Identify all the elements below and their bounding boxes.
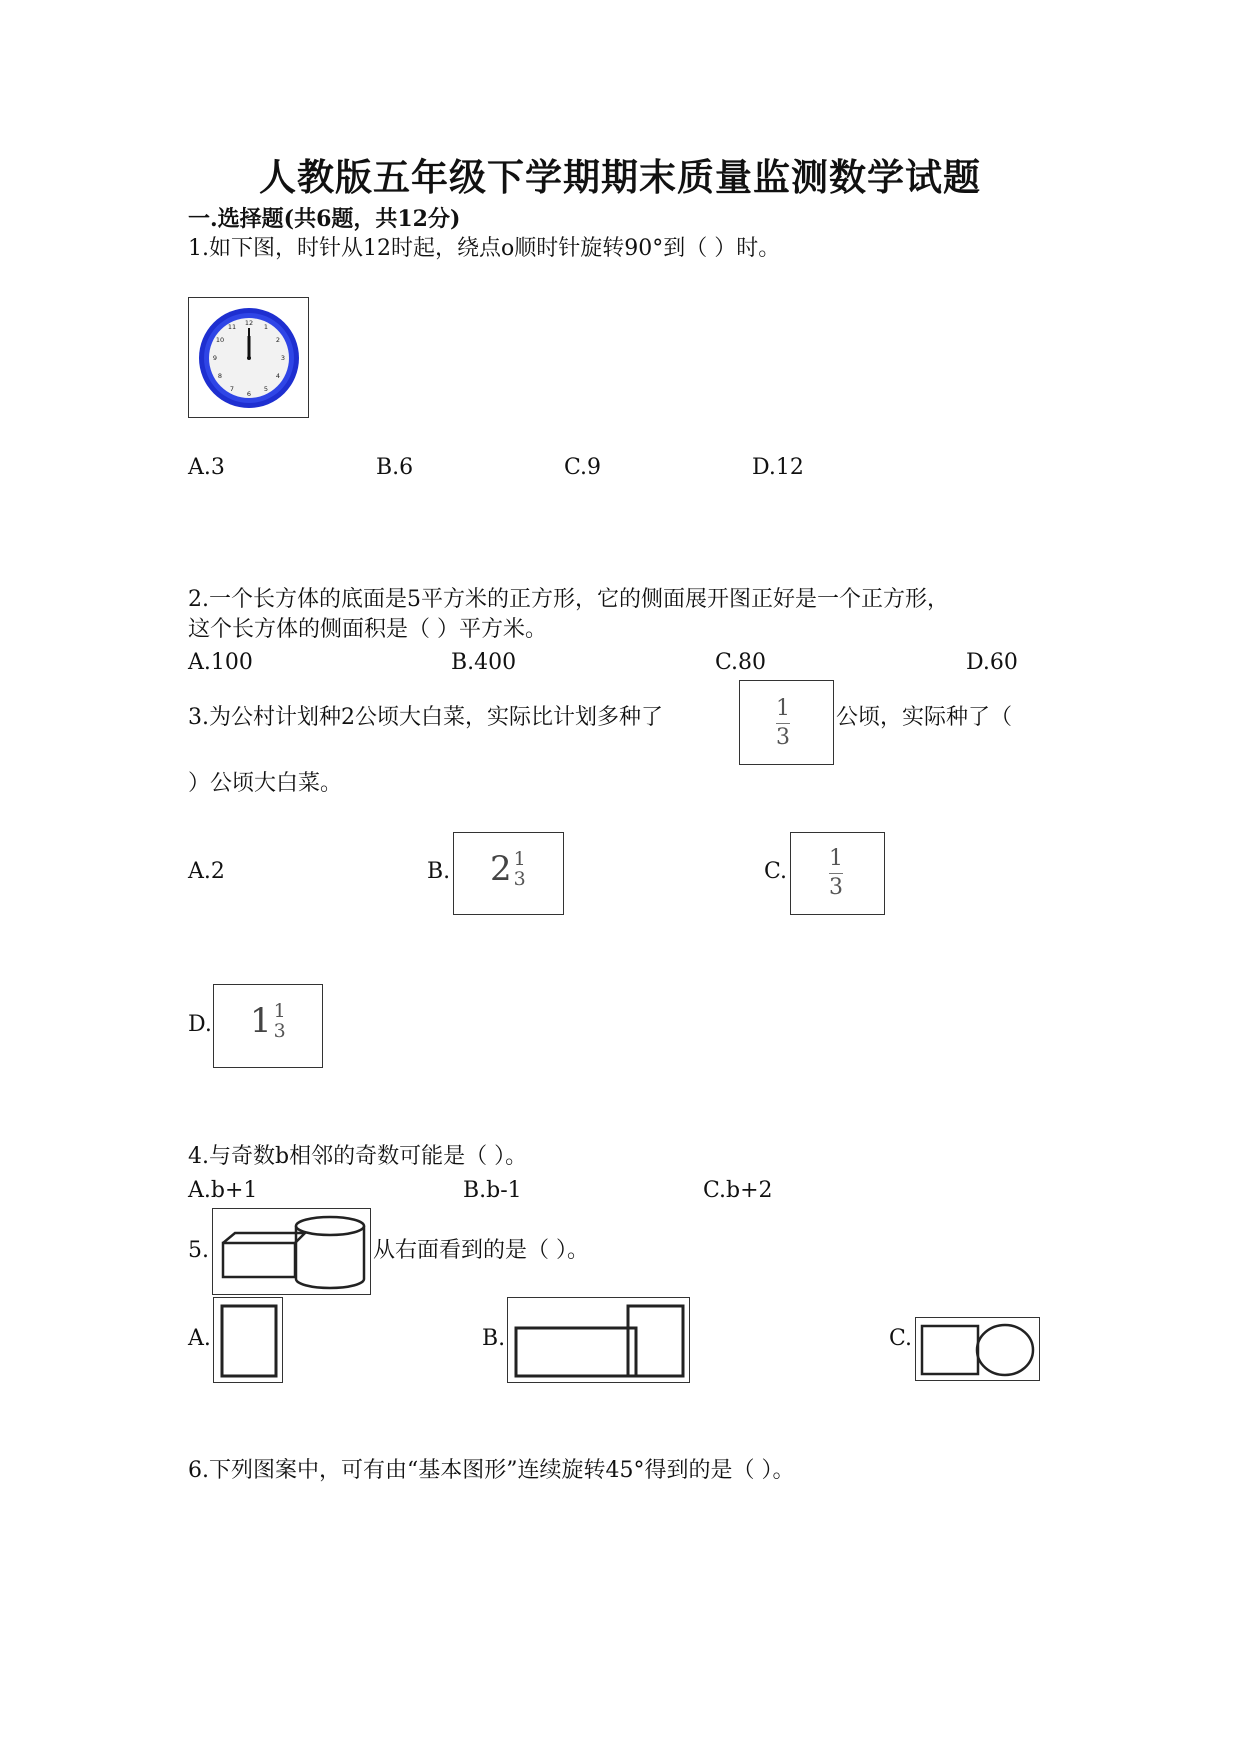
fraction-numerator: 1 — [273, 1000, 286, 1022]
q3-option-c-box[interactable] — [790, 832, 885, 915]
q4-option-b[interactable]: B.b-1 — [463, 1178, 522, 1203]
q2-option-c[interactable]: C.80 — [715, 650, 767, 675]
q1-option-d[interactable]: D.12 — [752, 455, 804, 480]
q2-option-d[interactable]: D.60 — [966, 650, 1018, 675]
q3-option-b-value — [490, 849, 526, 889]
q3-option-b[interactable]: B. — [427, 859, 451, 884]
q3-fraction — [776, 697, 790, 750]
cuboid-cylinder-icon — [213, 1209, 369, 1293]
q5-option-c[interactable]: C. — [889, 1326, 913, 1351]
svg-text:12: 12 — [244, 319, 254, 327]
fraction-numerator: 1 — [776, 696, 790, 721]
mixed-whole: 2 — [490, 849, 512, 889]
section-heading: 一.选择题(共6题，共12分) — [188, 206, 461, 232]
rectangles-side-view-icon — [508, 1298, 688, 1381]
q2-option-a[interactable]: A.100 — [188, 650, 253, 675]
q3-option-d[interactable]: D. — [188, 1012, 212, 1037]
q6-stem: 6.下列图案中，可有由“基本图形”连续旋转45°得到的是（ ）。 — [188, 1458, 795, 1483]
q3-option-d-box[interactable] — [213, 984, 323, 1068]
svg-text:5: 5 — [263, 385, 269, 393]
clock-figure — [188, 297, 309, 418]
q5-solid-figure — [212, 1208, 371, 1295]
q5-option-c-figure[interactable] — [915, 1317, 1040, 1381]
q3-option-a[interactable]: A.2 — [188, 859, 225, 884]
q4-stem: 4.与奇数b相邻的奇数可能是（ ）。 — [188, 1144, 528, 1169]
fraction-denominator: 3 — [829, 875, 843, 900]
q3-stem-part2: 公顷，实际种了（ — [836, 705, 1013, 730]
svg-text:6: 6 — [246, 390, 252, 398]
q5-number: 5. — [188, 1238, 209, 1263]
q2-option-b[interactable]: B.400 — [451, 650, 517, 675]
svg-text:11: 11 — [227, 323, 237, 331]
q1-option-c[interactable]: C.9 — [564, 455, 602, 480]
mixed-fraction — [514, 849, 526, 889]
fraction-denominator: 3 — [273, 1020, 286, 1042]
q5-option-b-figure[interactable] — [507, 1297, 690, 1383]
fraction-numerator: 1 — [829, 846, 843, 871]
q4-option-a[interactable]: A.b+1 — [188, 1178, 258, 1203]
svg-text:4: 4 — [275, 372, 281, 380]
svg-text:8: 8 — [217, 372, 223, 380]
mixed-fraction — [274, 1001, 286, 1041]
svg-text:9: 9 — [212, 354, 218, 362]
q3-option-d-value — [250, 1001, 286, 1041]
q1-stem: 1.如下图，时针从12时起，绕点o顺时针旋转90°到（ ）时。 — [188, 236, 781, 261]
q2-stem-line2: 这个长方体的侧面积是（ ）平方米。 — [188, 617, 547, 642]
tall-rectangle-icon — [214, 1298, 281, 1381]
square-circle-icon — [916, 1318, 1038, 1379]
q3-stem-part1: 3.为公村计划种2公顷大白菜，实际比计划多种了 — [188, 705, 663, 730]
svg-text:1: 1 — [263, 323, 269, 331]
q1-option-a[interactable]: A.3 — [188, 455, 225, 480]
fraction-numerator: 1 — [513, 848, 526, 870]
q4-option-c[interactable]: C.b+2 — [703, 1178, 773, 1203]
q3-stem-line2: ）公顷大白菜。 — [188, 771, 343, 796]
q3-option-b-box[interactable] — [453, 832, 564, 915]
q1-option-b[interactable]: B.6 — [376, 455, 414, 480]
svg-text:10: 10 — [215, 336, 225, 344]
mixed-whole: 1 — [250, 1001, 272, 1041]
q5-option-b[interactable]: B. — [482, 1326, 506, 1351]
q5-option-a-figure[interactable] — [213, 1297, 283, 1383]
svg-text:2: 2 — [275, 336, 281, 344]
fraction-denominator: 3 — [776, 725, 790, 750]
clock-icon — [189, 298, 307, 416]
svg-text:7: 7 — [229, 385, 235, 393]
q5-stem: 从右面看到的是（ ）。 — [373, 1238, 589, 1263]
q3-fraction-box — [739, 680, 834, 765]
fraction-denominator: 3 — [513, 868, 526, 890]
q3-option-c-value — [829, 847, 843, 900]
svg-text:3: 3 — [280, 354, 286, 362]
q3-option-c[interactable]: C. — [764, 859, 788, 884]
q5-option-a[interactable]: A. — [188, 1326, 211, 1351]
page-title: 人教版五年级下学期期末质量监测数学试题 — [259, 155, 981, 199]
q2-stem-line1: 2.一个长方体的底面是5平方米的正方形，它的侧面展开图正好是一个正方形， — [188, 587, 949, 612]
